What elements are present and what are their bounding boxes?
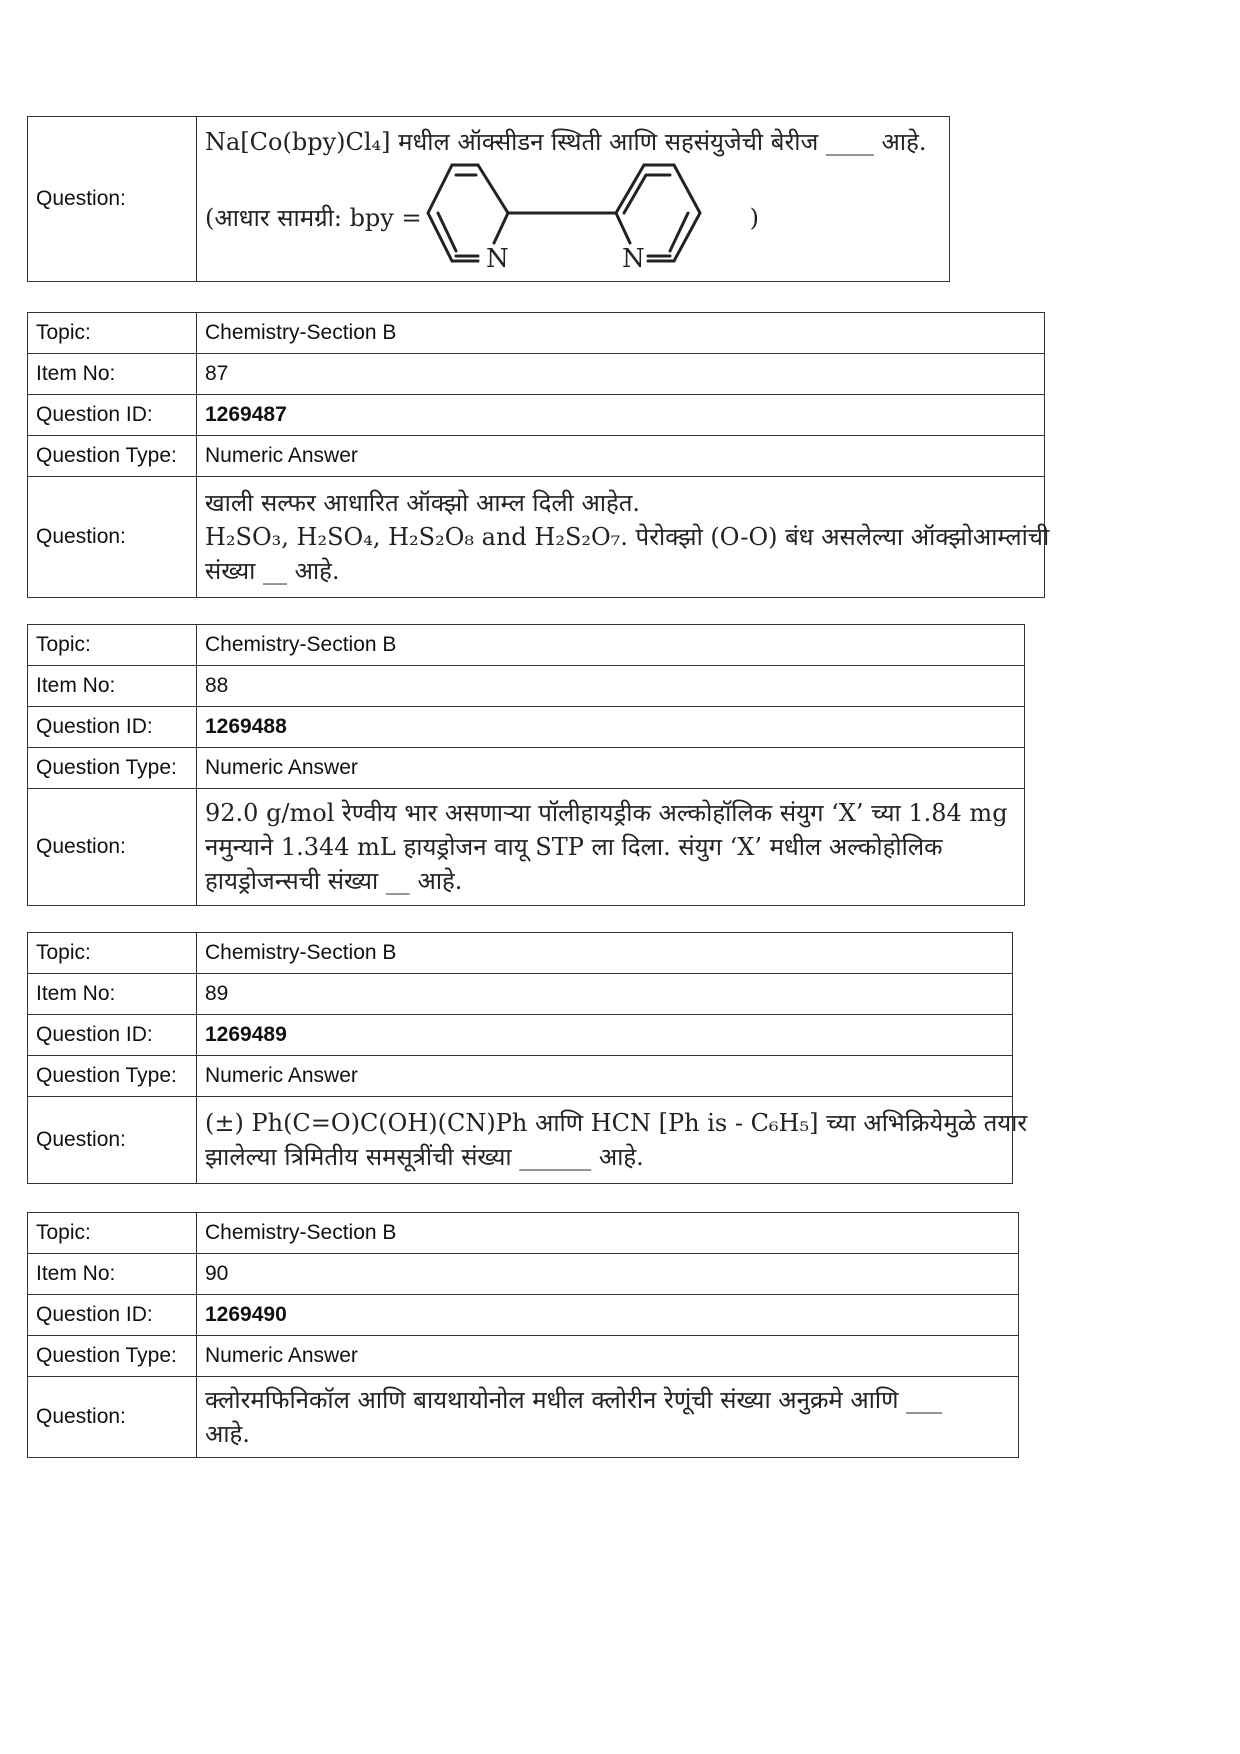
topic-label: Topic: (28, 1213, 197, 1254)
question-text-line: हायड्रोजन्सची संख्या __ आहे. (205, 867, 463, 895)
question-label: Question: (28, 789, 197, 906)
bpy-n-left: N (485, 244, 509, 273)
question-text-line: H₂SO₃, H₂SO₄, H₂S₂O₈ and H₂S₂O₇. पेरोक्झो (O-O) बंध असलेल्या ऑक्झोआम्लांची (205, 523, 1050, 551)
bpy-prefix: (आधार सामग्री: bpy = (205, 204, 422, 232)
question-type-label: Question Type: (28, 1056, 197, 1097)
question-text-line: नमुन्याने 1.344 mL हायड्रोजन वायू STP ला दिला. संयुग ‘X’ मधील अल्कोहोलिक (205, 833, 943, 861)
question-id-value: 1269488 (197, 707, 1025, 748)
question-type-value: Numeric Answer (197, 748, 1025, 789)
question-label: Question: (28, 117, 197, 282)
question-label: Question: (28, 1377, 197, 1458)
item-no-value: 88 (197, 666, 1025, 707)
question-text-line: 92.0 g/mol रेण्वीय भार असणाऱ्या पॉलीहायड्रीक अल्कोहॉलिक संयुग ‘X’ च्या 1.84 mg (205, 799, 1008, 827)
topic-value: Chemistry-Section B (197, 625, 1025, 666)
item-no-value: 87 (197, 354, 1045, 395)
item-no-label: Item No: (28, 974, 197, 1015)
question-label: Question: (28, 1097, 197, 1184)
question-table-top (27, 116, 950, 282)
item-no-label: Item No: (28, 1254, 197, 1295)
item-no-label: Item No: (28, 666, 197, 707)
question-text-line: (±) Ph(C=O)C(OH)(CN)Ph आणि HCN [Ph is - C₆H₅] च्या अभिक्रियेमुळे तयार (205, 1109, 1028, 1137)
question-type-label: Question Type: (28, 436, 197, 477)
item-no-value: 89 (197, 974, 1013, 1015)
question-type-label: Question Type: (28, 748, 197, 789)
bpy-suffix: ) (749, 204, 759, 232)
question-type-value: Numeric Answer (197, 1056, 1013, 1097)
question-label: Question: (28, 477, 197, 598)
topic-value: Chemistry-Section B (197, 1213, 1019, 1254)
question-id-label: Question ID: (28, 1295, 197, 1336)
topic-value: Chemistry-Section B (197, 313, 1045, 354)
question-table-87 (27, 312, 1050, 598)
bpy-n-right: N (621, 244, 645, 273)
question-id-value: 1269487 (197, 395, 1045, 436)
question-text-line: संख्या __ आहे. (205, 557, 340, 585)
question-id-label: Question ID: (28, 395, 197, 436)
question-text-line: झालेल्या त्रिमितीय समसूत्रींची संख्या ______ आहे. (205, 1143, 644, 1171)
question-cell (197, 117, 950, 282)
topic-label: Topic: (28, 625, 197, 666)
question-text (197, 789, 1025, 906)
question-id-value: 1269489 (197, 1015, 1013, 1056)
question-table-90 (27, 1212, 1019, 1458)
question-text (197, 1377, 1019, 1458)
question-id-value: 1269490 (197, 1295, 1019, 1336)
bpy-structure-row (205, 163, 941, 273)
question-type-value: Numeric Answer (197, 1336, 1019, 1377)
question-text-line: क्लोरमफिनिकॉल आणि बायथायोनोल मधील क्लोरीन रेणूंची संख्या अनुक्रमे आणि ___ (205, 1386, 943, 1414)
question-text-line: आहे. (205, 1420, 250, 1448)
question-text-line: खाली सल्फर आधारित ऑक्झो आम्ल दिली आहेत. (205, 489, 641, 517)
topic-value: Chemistry-Section B (197, 933, 1013, 974)
question-text (197, 1097, 1028, 1184)
topic-label: Topic: (28, 313, 197, 354)
question-text-line: Na[Co(bpy)Cl₄] मधील ऑक्सीडन स्थिती आणि सहसंयुजेची बेरीज ____ आहे. (205, 128, 927, 156)
question-type-value: Numeric Answer (197, 436, 1045, 477)
topic-label: Topic: (28, 933, 197, 974)
question-table-89 (27, 932, 1028, 1184)
bipyridine-structure (426, 163, 746, 273)
item-no-value: 90 (197, 1254, 1019, 1295)
question-text (197, 477, 1050, 598)
question-table-88 (27, 624, 1025, 906)
question-id-label: Question ID: (28, 707, 197, 748)
question-id-label: Question ID: (28, 1015, 197, 1056)
item-no-label: Item No: (28, 354, 197, 395)
question-type-label: Question Type: (28, 1336, 197, 1377)
